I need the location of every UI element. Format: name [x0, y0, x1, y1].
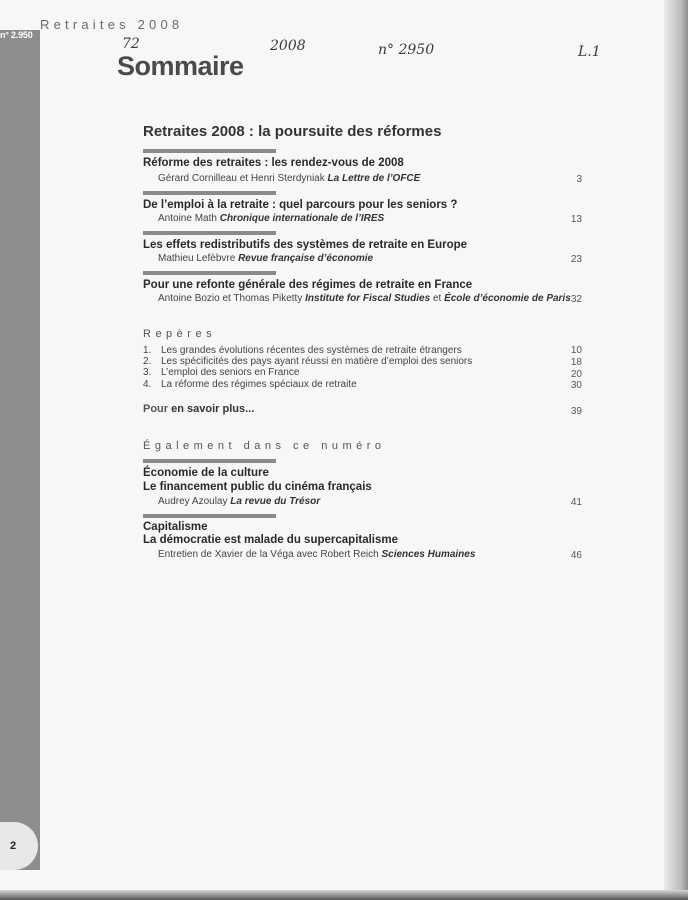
bottom-edge-shadow	[0, 890, 688, 900]
reperes-item[interactable]: 3. L’emploi des seniors en France	[143, 367, 300, 378]
also-category: Capitalisme	[143, 521, 208, 533]
reperes-item[interactable]: 2. Les spécificités des pays ayant réussi en matière d’emploi des seniors	[143, 356, 473, 367]
article-title[interactable]: La démocratie est malade du supercapitalisme	[143, 534, 399, 546]
section-bar	[143, 459, 276, 463]
article-byline: Audrey Azoulay La revue du Trésor	[158, 496, 321, 507]
article-byline: Entretien de Xavier de la Véga avec Robert Reich Sciences Humaines	[158, 549, 476, 560]
article-page: 32	[570, 294, 582, 305]
reperes-page: 30	[570, 380, 582, 391]
handwritten-note-number: n° 2950	[378, 42, 435, 58]
article-byline: Gérard Cornilleau et Henri Sterdyniak La Lettre de l’OFCE	[158, 173, 421, 184]
article-title[interactable]: Réforme des retraites : les rendez-vous de 2008	[143, 157, 404, 169]
running-header: Retraites 2008	[40, 17, 184, 32]
reperes-item[interactable]: 1. Les grandes évolutions récentes des systèmes de retraite étrangers	[143, 345, 462, 356]
article-title[interactable]: De l’emploi à la retraite : quel parcours pour les seniors ?	[143, 199, 458, 211]
article-page: 13	[570, 214, 582, 225]
reperes-heading: Repères	[143, 328, 217, 340]
article-source: Revue française d’économie	[238, 253, 374, 264]
article-title[interactable]: Le financement public du cinéma français	[143, 481, 372, 493]
main-section-heading: Retraites 2008 : la poursuite des réformes	[143, 123, 442, 140]
article-source: La revue du Trésor	[230, 496, 321, 507]
reperes-page: 10	[570, 345, 582, 356]
binding-shadow	[664, 0, 688, 900]
handwritten-note-left: 72	[122, 36, 140, 52]
issue-number: n° 2.950	[0, 30, 33, 40]
also-heading: Également dans ce numéro	[143, 440, 386, 452]
sidebar-band	[0, 30, 40, 870]
handwritten-note-year: 2008	[270, 38, 306, 54]
section-bar	[143, 231, 276, 235]
article-source: Chronique internationale de l’IRES	[219, 213, 385, 224]
article-source: La Lettre de l’OFCE	[327, 173, 421, 184]
page-title: Sommaire	[117, 51, 244, 81]
article-byline: Mathieu Lefèbvre Revue française d’économie	[158, 253, 374, 264]
article-title[interactable]: Les effets redistributifs des systèmes de retraite en Europe	[143, 239, 468, 251]
more-info-page: 39	[570, 406, 582, 417]
article-page: 23	[570, 254, 582, 265]
handwritten-note-right: L.1	[578, 44, 601, 60]
article-page: 46	[570, 550, 582, 561]
article-byline: Antoine Math Chronique internationale de l’IRES	[158, 213, 385, 224]
more-info-link[interactable]: Pour en savoir plus...	[143, 403, 255, 415]
section-bar	[143, 191, 276, 195]
article-page: 41	[570, 497, 582, 508]
article-page: 3	[576, 174, 582, 185]
article-title[interactable]: Pour une refonte générale des régimes de retraite en France	[143, 279, 473, 291]
section-bar	[143, 514, 276, 518]
reperes-item[interactable]: 4. La réforme des régimes spéciaux de retraite	[143, 379, 357, 390]
reperes-page: 18	[570, 357, 582, 368]
article-byline: Antoine Bozio et Thomas Piketty Institute for Fiscal Studies et École d’économie de Paris	[158, 293, 571, 304]
article-source-2: École d’économie de Paris	[444, 293, 571, 304]
reperes-page: 20	[570, 369, 582, 380]
section-bar	[143, 271, 276, 275]
article-source: Institute for Fiscal Studies	[305, 293, 431, 304]
article-source: Sciences Humaines	[381, 549, 476, 560]
page-number: 2	[10, 840, 17, 852]
also-category: Économie de la culture	[143, 467, 269, 479]
section-bar	[143, 149, 276, 153]
